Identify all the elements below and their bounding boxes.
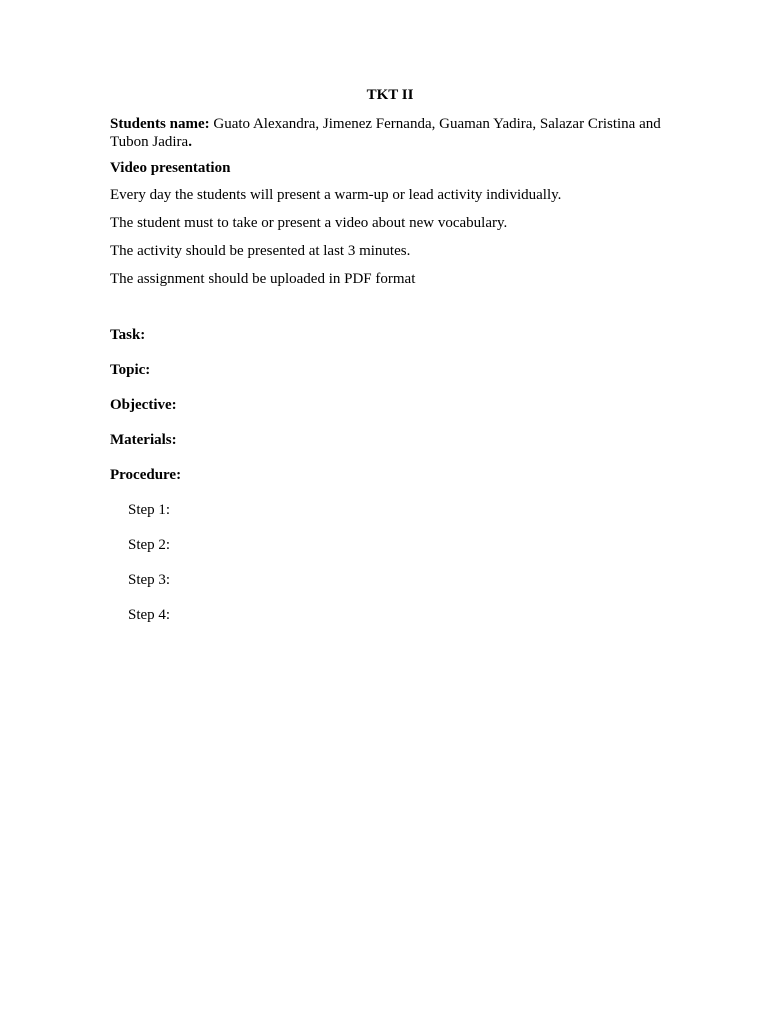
field-materials: Materials: [110, 432, 177, 448]
field-objective: Objective: [110, 397, 177, 413]
document-title: TKT II [366, 87, 414, 103]
students-names: Guato Alexandra, Jimenez Fernanda, Guaman Yadira, Salazar Cristina and Tubon Jadira [110, 116, 661, 150]
document-page [110, 86, 670, 641]
field-topic: Topic: [110, 362, 151, 378]
students-end: . [188, 134, 192, 150]
step-3: Step 3: [128, 572, 171, 588]
paragraph-4: The assignment should be uploaded in PDF format [110, 271, 416, 287]
step-4: Step 4: [128, 607, 171, 623]
students-label: Students name: [110, 116, 210, 132]
field-procedure: Procedure: [110, 467, 182, 483]
section-heading: Video presentation [110, 160, 231, 176]
paragraph-1: Every day the students will present a warm-up or lead activity individually. [110, 187, 562, 203]
spacer [110, 298, 670, 326]
students-line [110, 115, 670, 151]
field-task: Task: [110, 327, 146, 343]
paragraph-3: The activity should be presented at last 3 minutes. [110, 243, 411, 259]
step-1: Step 1: [128, 502, 171, 518]
paragraph-2: The student must to take or present a video about new vocabulary. [110, 215, 508, 231]
step-2: Step 2: [128, 537, 171, 553]
